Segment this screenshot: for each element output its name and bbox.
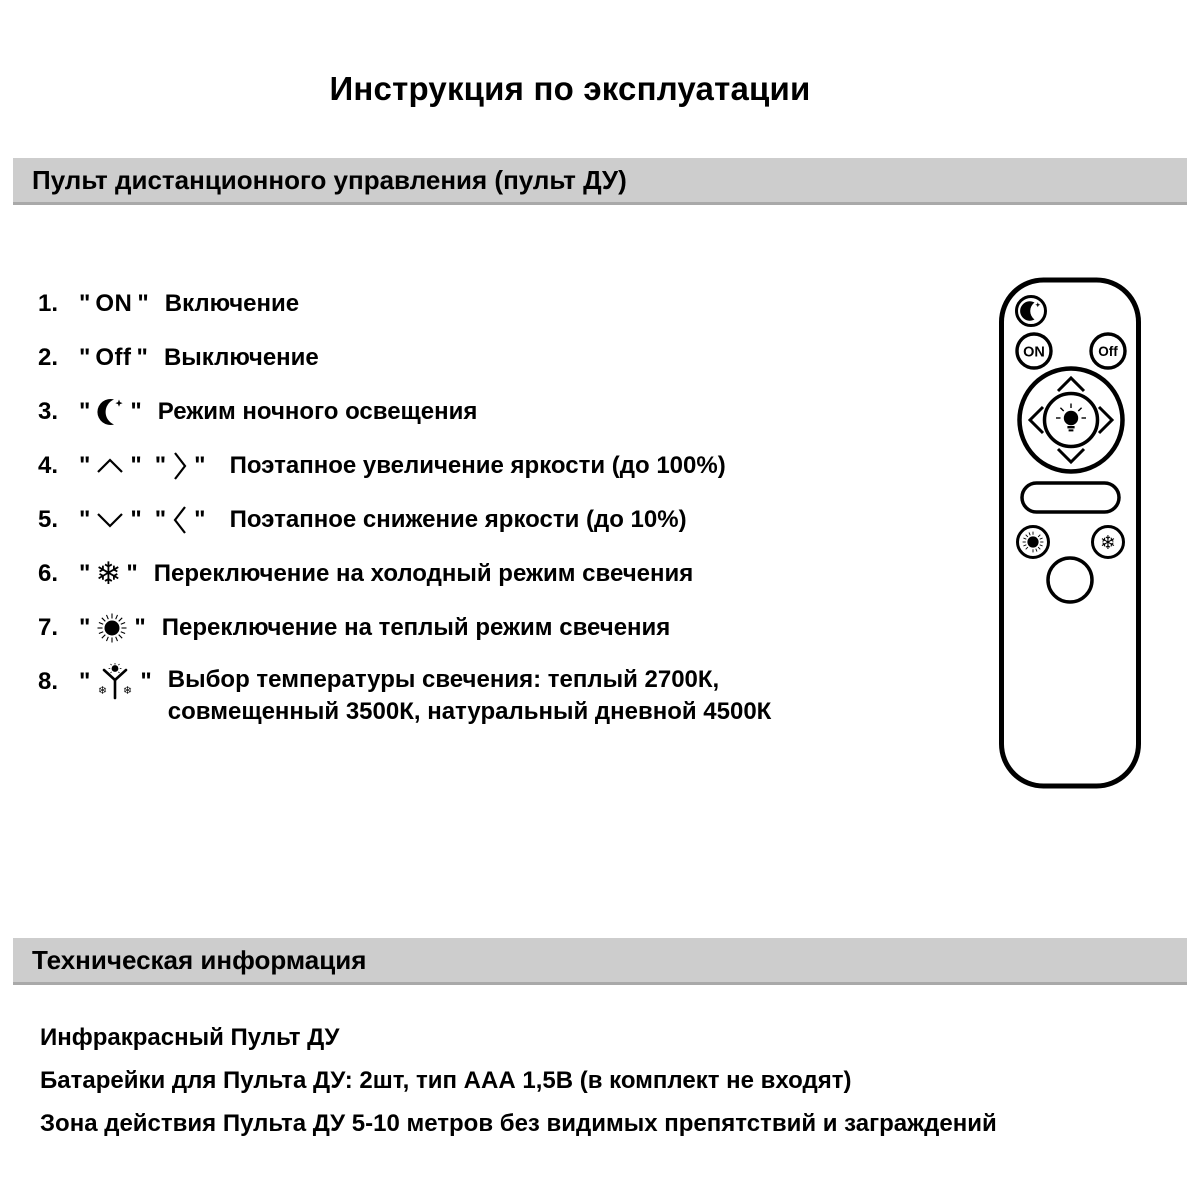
tech-info-line: Зона действия Пульта ДУ 5-10 метров без видимых препятствий и заграждений	[40, 1109, 997, 1137]
item-number: 1.	[38, 290, 59, 317]
quote-mark: "	[79, 290, 91, 317]
item-description: Включение	[164, 290, 300, 317]
page-title: Инструкция по эксплуатации	[329, 70, 811, 107]
brightness-pill-button	[1022, 483, 1119, 512]
night-mode-button	[1017, 297, 1046, 326]
chevron-down-icon	[95, 510, 125, 530]
section-header-remote-label: Пульт дистанционного управления (пульт ДУ)	[32, 164, 627, 195]
quote-mark: "	[79, 452, 91, 479]
dpad-control	[1020, 369, 1123, 472]
item-description	[168, 664, 772, 728]
item-number: 3.	[38, 398, 59, 425]
item-number: 2.	[38, 344, 59, 371]
cold-mode-button	[1093, 527, 1124, 558]
mini-snowflake-icon: ❄	[123, 685, 133, 697]
item-number: 6.	[38, 560, 59, 587]
section-header-tech	[13, 938, 1187, 985]
quote-mark: "	[137, 290, 149, 317]
feature-list	[38, 286, 958, 746]
item-description: Поэтапное снижение яркости (до 10%)	[229, 506, 687, 533]
quote-mark: "	[79, 398, 91, 425]
list-item	[38, 610, 958, 646]
item-description-line2: совмещенный 3500К, натуральный дневной 4500К	[167, 698, 772, 725]
quote-mark: "	[136, 344, 148, 371]
on-button-label: ON	[1023, 344, 1045, 361]
cold-mode-icon: ❄	[1100, 533, 1116, 554]
item-number: 5.	[38, 506, 59, 533]
moon-icon	[95, 397, 125, 427]
item-description: Переключение на холодный режим свечения	[153, 560, 694, 587]
quote-mark: "	[194, 506, 206, 533]
list-item	[38, 448, 958, 484]
quote-mark: "	[154, 452, 167, 479]
quote-mark: "	[140, 668, 152, 695]
off-button-label: Off	[1098, 344, 1118, 359]
tech-info-line: Инфракрасный Пульт ДУ	[40, 1023, 340, 1051]
chevron-right-icon	[171, 449, 189, 483]
quote-mark: "	[79, 344, 91, 371]
item-number: 4.	[38, 452, 59, 479]
item-description: Режим ночного освещения	[157, 398, 478, 425]
chevron-left-icon	[171, 503, 189, 537]
item-description: Поэтапное увеличение яркости (до 100%)	[229, 452, 726, 479]
on-button	[1017, 334, 1051, 368]
list-item	[38, 286, 958, 322]
section-header-tech-label: Техническая информация	[32, 944, 367, 975]
item-number: 8.	[38, 668, 59, 695]
color-temp-select-icon	[95, 664, 135, 700]
technical-info	[40, 1016, 997, 1145]
quote-mark: "	[126, 560, 138, 587]
quote-mark: "	[79, 614, 91, 641]
list-item	[38, 394, 958, 430]
snowflake-icon: ❄	[95, 556, 122, 591]
list-item	[38, 502, 958, 538]
remote-control-illustration	[995, 277, 1145, 789]
list-item	[38, 556, 958, 592]
on-key-label: ON	[95, 290, 133, 317]
item-description: Переключение на теплый режим свечения	[161, 614, 671, 641]
sun-icon	[95, 611, 129, 645]
tech-info-line: Батарейки для Пульта ДУ: 2шт, тип ААА 1,5В (в комплект не входят)	[40, 1066, 852, 1094]
quote-mark: "	[154, 506, 167, 533]
round-button	[1048, 558, 1092, 602]
list-item	[38, 340, 958, 376]
quote-mark: "	[130, 506, 142, 533]
quote-mark: "	[130, 398, 142, 425]
quote-mark: "	[79, 668, 91, 695]
item-number: 7.	[38, 614, 59, 641]
chevron-up-icon	[95, 456, 125, 476]
quote-mark: "	[130, 452, 142, 479]
list-item	[38, 664, 958, 728]
warm-mode-button	[1018, 527, 1049, 558]
off-button	[1091, 334, 1125, 368]
section-header-remote	[13, 158, 1187, 205]
warm-mode-icon	[1023, 532, 1044, 553]
item-description-line1: Выбор температуры свечения: теплый 2700К,	[167, 666, 720, 693]
item-description: Выключение	[163, 344, 319, 371]
quote-mark: "	[134, 614, 146, 641]
quote-mark: "	[194, 452, 206, 479]
quote-mark: "	[79, 506, 91, 533]
mini-snowflake-icon: ❄	[98, 685, 108, 697]
off-key-label: Off	[95, 344, 132, 371]
quote-mark: "	[79, 560, 91, 587]
